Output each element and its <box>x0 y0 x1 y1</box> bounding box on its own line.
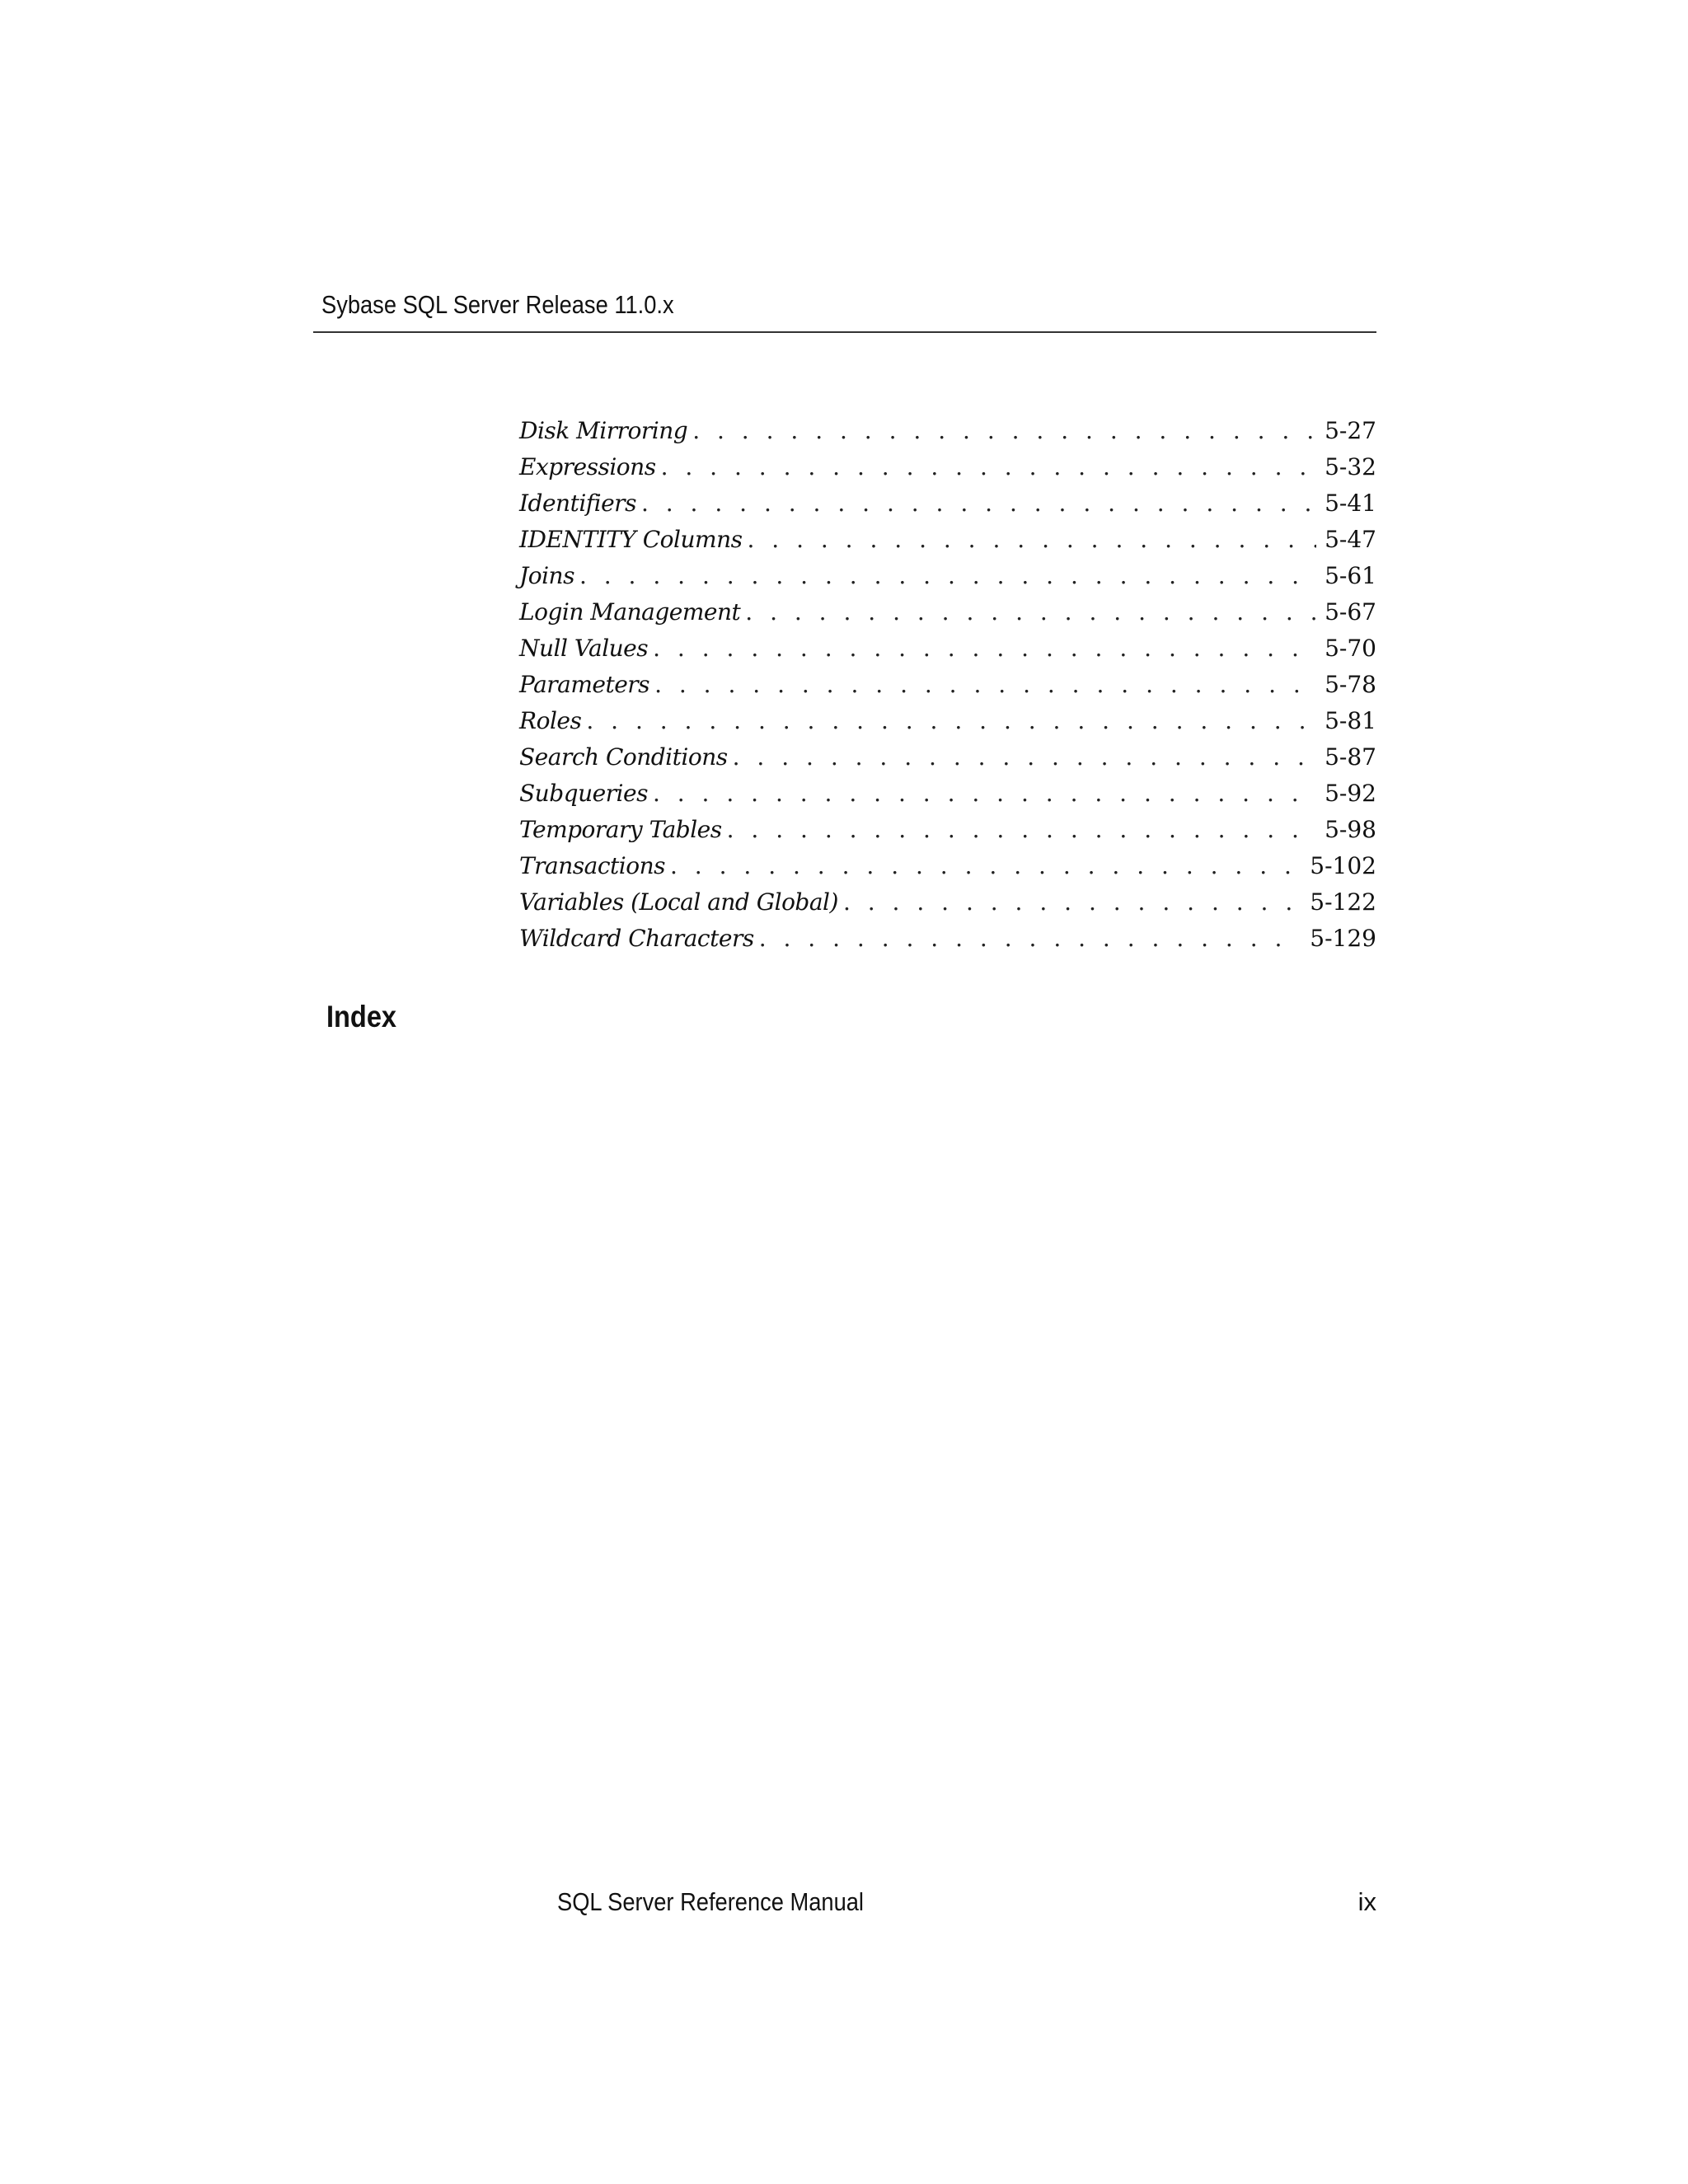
toc-entry-subqueries[interactable] <box>519 776 1376 812</box>
toc-entry-page: 5-41 <box>1325 490 1376 517</box>
toc-entry-title: Subqueries <box>519 780 648 807</box>
toc-entry-title: Wildcard Characters <box>519 925 754 952</box>
toc-entry-title: Parameters <box>519 671 650 698</box>
toc-dot-leader <box>843 884 1301 921</box>
toc-entry-page: 5-27 <box>1325 417 1376 444</box>
toc-dot-leader <box>727 812 1316 848</box>
toc-entry-page: 5-129 <box>1310 925 1376 952</box>
toc-dot-leader <box>692 413 1316 449</box>
toc-entry-page: 5-78 <box>1325 671 1376 698</box>
toc-entry-temporary-tables[interactable] <box>519 812 1376 848</box>
toc-entry-page: 5-61 <box>1325 562 1376 589</box>
footer-manual-title: SQL Server Reference Manual <box>557 1887 865 1916</box>
toc-entry-wildcard-characters[interactable] <box>519 921 1376 957</box>
toc-entry-identity-columns[interactable] <box>519 522 1376 558</box>
toc-dot-leader <box>579 558 1316 594</box>
table-of-contents <box>519 413 1376 957</box>
index-heading[interactable]: Index <box>326 1000 397 1033</box>
toc-dot-leader <box>670 848 1301 884</box>
toc-entry-title: Variables (Local and Global) <box>519 888 838 916</box>
running-header: Sybase SQL Server Release 11.0.x <box>321 290 674 319</box>
toc-entry-page: 5-92 <box>1325 780 1376 807</box>
toc-entry-page: 5-98 <box>1325 816 1376 843</box>
toc-dot-leader <box>653 630 1316 667</box>
toc-entry-transactions[interactable] <box>519 848 1376 884</box>
toc-dot-leader <box>586 703 1316 739</box>
toc-entry-title: Expressions <box>519 453 656 480</box>
toc-entry-roles[interactable] <box>519 703 1376 739</box>
toc-entry-title: Identifiers <box>519 490 636 517</box>
toc-dot-leader <box>759 921 1302 957</box>
toc-entry-page: 5-87 <box>1325 743 1376 771</box>
toc-entry-page: 5-102 <box>1310 852 1376 879</box>
toc-dot-leader <box>661 449 1317 485</box>
toc-dot-leader <box>654 667 1316 703</box>
toc-dot-leader <box>745 594 1316 630</box>
toc-entry-page: 5-70 <box>1325 635 1376 662</box>
toc-entry-title: Login Management <box>519 598 741 626</box>
toc-entry-expressions[interactable] <box>519 449 1376 485</box>
toc-entry-login-management[interactable] <box>519 594 1376 630</box>
toc-entry-page: 5-47 <box>1325 526 1376 553</box>
toc-entry-page: 5-81 <box>1325 707 1376 734</box>
toc-entry-title: Roles <box>519 707 582 734</box>
toc-entry-title: Transactions <box>519 852 665 879</box>
toc-entry-joins[interactable] <box>519 558 1376 594</box>
toc-dot-leader <box>733 739 1316 776</box>
footer-page-number: ix <box>1357 1887 1376 1916</box>
toc-entry-variables[interactable] <box>519 884 1376 921</box>
toc-entry-disk-mirroring[interactable] <box>519 413 1376 449</box>
toc-dot-leader <box>747 522 1316 558</box>
toc-entry-title: IDENTITY Columns <box>519 526 743 553</box>
toc-dot-leader <box>641 485 1316 522</box>
toc-entry-title: Temporary Tables <box>519 816 722 843</box>
toc-entry-page: 5-32 <box>1325 453 1376 480</box>
toc-entry-parameters[interactable] <box>519 667 1376 703</box>
toc-entry-page: 5-122 <box>1310 888 1376 916</box>
toc-entry-page: 5-67 <box>1325 598 1376 626</box>
toc-dot-leader <box>653 776 1316 812</box>
toc-entry-search-conditions[interactable] <box>519 739 1376 776</box>
toc-entry-title: Null Values <box>519 635 649 662</box>
toc-entry-title: Joins <box>519 562 574 589</box>
toc-entry-identifiers[interactable] <box>519 485 1376 522</box>
toc-entry-null-values[interactable] <box>519 630 1376 667</box>
header-rule <box>313 331 1376 333</box>
toc-entry-title: Search Conditions <box>519 743 728 771</box>
toc-entry-title: Disk Mirroring <box>519 417 688 444</box>
